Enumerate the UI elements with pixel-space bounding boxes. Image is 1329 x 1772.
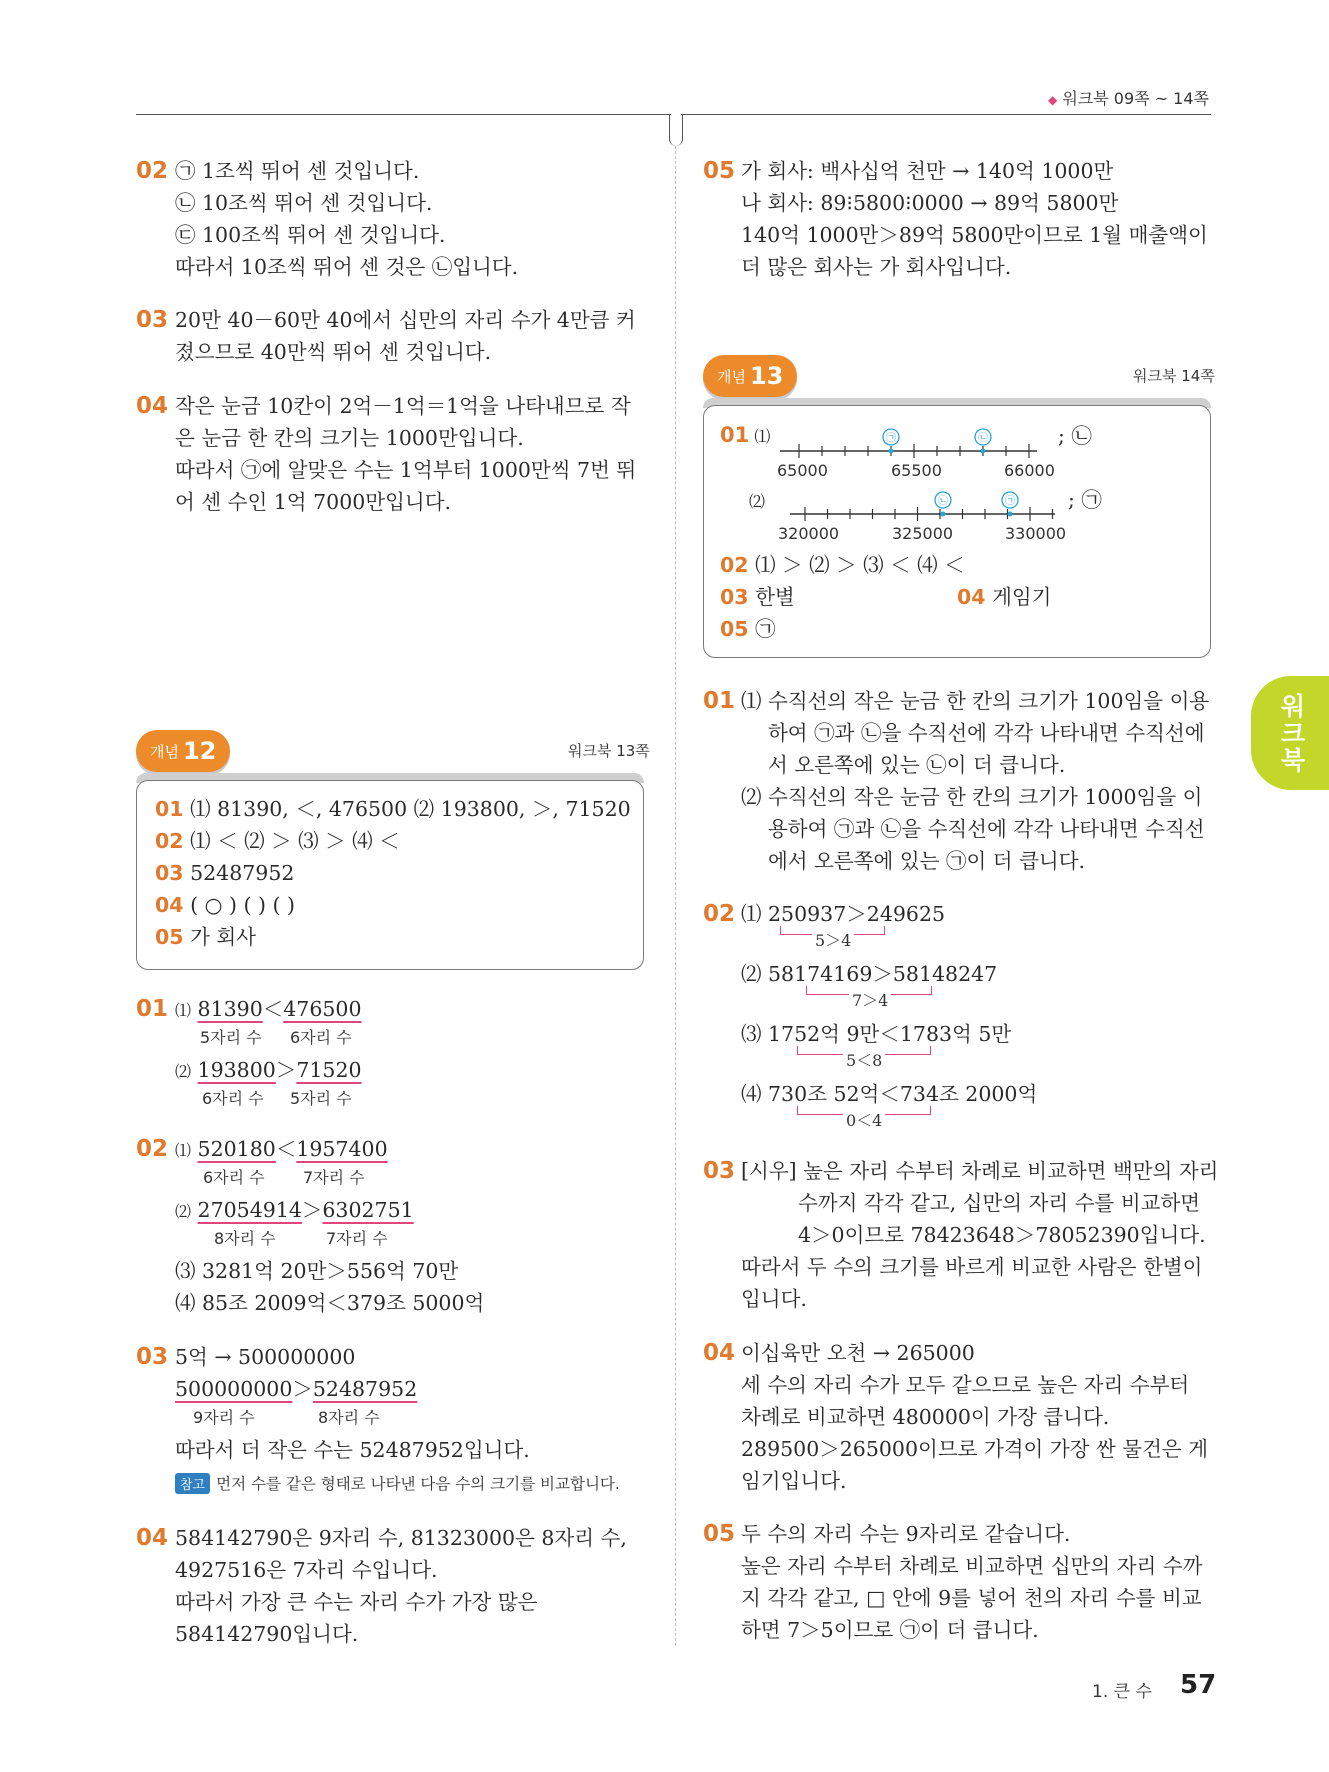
lb-q02-p1: ⑴ 520180＜1957400 <box>175 1137 388 1161</box>
rb-q03-line-3: 4＞0이므로 78423648＞78052390입니다. <box>798 1223 1206 1247</box>
c13-row-03: 03 한별 <box>720 585 795 609</box>
concept13-badge: 개념 13 <box>703 355 797 397</box>
lb-q01-p1-label-a: 5자리 수 <box>200 1028 262 1047</box>
lb-q03-number: 03 <box>136 1344 169 1370</box>
lb-q02-p4: ⑷ 85조 2009억＜379조 5000억 <box>175 1291 485 1315</box>
concept12-ref: 워크북 13쪽 <box>568 742 650 760</box>
rb-q03-number: 03 <box>703 1158 736 1184</box>
rt-q05-number: 05 <box>703 158 736 184</box>
q04-line-3: 따라서 ㉠에 알맞은 수는 1억부터 1000만씩 7번 뛰 <box>175 458 637 482</box>
rb-q03-line-1: [시우] 높은 자리 수부터 차례로 비교하면 백만의 자리 <box>741 1159 1219 1183</box>
c13-row-01-p2-tag: ⑵ <box>749 492 766 511</box>
lb-q04-number: 04 <box>136 1525 169 1551</box>
lb-q01-p2-label-b: 5자리 수 <box>290 1089 352 1108</box>
rb-q02-bracket-2-label: 7＞4 <box>849 988 891 1011</box>
rt-q05-line-2: 나 회사: 89⁝5800⁝0000 → 89억 5800만 <box>741 191 1119 215</box>
nl2-answer: ; ㉠ <box>1068 488 1102 512</box>
rb-q04-line-1: 이십육만 오천 → 265000 <box>741 1341 975 1365</box>
rb-q04-line-4: 289500＞265000이므로 가격이 가장 싼 물건은 게 <box>741 1437 1209 1461</box>
c12-row-04: 04 ( ○ ) ( ) ( ) <box>155 893 296 917</box>
column-divider <box>675 146 676 1646</box>
rb-q05-line-3: 지 각각 같고, □ 안에 9를 넣어 천의 자리 수를 비교 <box>741 1586 1202 1610</box>
number-line-1-marker-b-label: ㉡ <box>978 433 988 444</box>
rb-q04-line-2: 세 수의 자리 수가 모두 같으므로 높은 자리 수부터 <box>741 1373 1190 1397</box>
c12-row-01: 01 ⑴ 81390, ＜, 476500 ⑵ 193800, ＞, 71520 <box>155 797 631 821</box>
rb-q05-line-4: 하면 7＞5이므로 ㉠이 더 큽니다. <box>741 1618 1039 1642</box>
lb-q02-p1-label-a: 6자리 수 <box>203 1168 265 1187</box>
number-line-2-marker-a-label: ㉡ <box>938 496 948 507</box>
lb-q01-p2-label-a: 6자리 수 <box>202 1089 264 1108</box>
header-rule-left <box>136 114 671 115</box>
q02-line-4: 따라서 10조씩 뛰어 센 것은 ㉡입니다. <box>175 255 519 279</box>
rb-q05-number: 05 <box>703 1521 736 1547</box>
lb-q03-line-2: 500000000＞52487952 <box>175 1377 418 1401</box>
lb-q02-number: 02 <box>136 1136 169 1162</box>
nl1-answer: ; ㉡ <box>1058 424 1092 448</box>
rb-q04-line-3: 차례로 비교하면 480000이 가장 큽니다. <box>741 1405 1110 1429</box>
nl2-tick-label-2: 325000 <box>892 524 954 543</box>
lb-q02-p2-label-a: 8자리 수 <box>214 1229 276 1248</box>
diamond-icon: ◆ <box>1048 93 1058 107</box>
rb-q04-number: 04 <box>703 1340 736 1366</box>
rb-q01-line-1: ⑴ 수직선의 작은 눈금 한 칸의 크기가 100임을 이용 <box>741 689 1210 713</box>
lb-q02-p3: ⑶ 3281억 20만＞556억 70만 <box>175 1259 459 1283</box>
rb-q01-line-4: ⑵ 수직선의 작은 눈금 한 칸의 크기가 1000임을 이 <box>741 785 1203 809</box>
q02-number: 02 <box>136 158 169 184</box>
number-line-2-dot-a <box>941 512 946 517</box>
q02-line-1: ㉠ 1조씩 뛰어 센 것입니다. <box>175 159 420 183</box>
q03-line-2: 졌으므로 40만씩 뛰어 센 것입니다. <box>175 340 492 364</box>
rt-q05-line-1: 가 회사: 백사십억 천만 → 140억 1000만 <box>741 159 1114 183</box>
header-rule-right <box>681 114 1211 115</box>
lb-q03-line-1: 5억 → 500000000 <box>175 1345 356 1369</box>
number-line-1-dot-b <box>981 449 986 454</box>
rb-q05-line-2: 높은 자리 수부터 차례로 비교하면 십만의 자리 수까 <box>741 1554 1203 1578</box>
side-tab-workbook: 워 크 북 <box>1251 676 1329 790</box>
concept12-badge: 개념 12 <box>136 730 230 772</box>
rb-q02-p3: ⑶ 1752억 9만＜1783억 5만 <box>741 1022 1012 1046</box>
rb-q02-p4: ⑷ 730조 52억＜734조 2000억 <box>741 1082 1038 1106</box>
rt-q05-line-4: 더 많은 회사는 가 회사입니다. <box>741 255 1012 279</box>
q04-line-4: 어 센 수인 1억 7000만입니다. <box>175 490 452 514</box>
lb-q02-p2-label-b: 7자리 수 <box>326 1229 388 1248</box>
rb-q03-line-2: 수까지 각각 같고, 십만의 자리 수를 비교하면 <box>798 1191 1201 1215</box>
footer-page-number: 57 <box>1180 1670 1217 1700</box>
nl1-tick-label-2: 65500 <box>891 461 942 480</box>
rb-q02-bracket-3-label: 5＜8 <box>843 1048 885 1071</box>
c12-row-03: 03 52487952 <box>155 861 295 885</box>
lb-q04-line-3: 따라서 가장 큰 수는 자리 수가 가장 많은 <box>175 1590 538 1614</box>
rb-q03-line-5: 입니다. <box>741 1287 807 1311</box>
q03-line-1: 20만 40－60만 40에서 십만의 자리 수가 4만큼 커 <box>175 308 636 332</box>
number-line-2-marker-b-label: ㉠ <box>1005 496 1015 507</box>
rb-q01-line-2: 하여 ㉠과 ㉡을 수직선에 각각 나타내면 수직선에 <box>768 721 1205 745</box>
lb-q03-note: 참고 먼저 수를 같은 형태로 나타낸 다음 수의 크기를 비교합니다. <box>175 1472 620 1494</box>
lb-q04-line-2: 4927516은 7자리 수입니다. <box>175 1558 438 1582</box>
rb-q02-p2: ⑵ 58174169＞58148247 <box>741 962 998 986</box>
rb-q01-line-3: 서 오른쪽에 있는 ㉡이 더 큽니다. <box>768 753 1066 777</box>
lb-q02-p1-label-b: 7자리 수 <box>303 1168 365 1187</box>
c12-row-02: 02 ⑴ ＜ ⑵ ＞ ⑶ ＞ ⑷ ＜ <box>155 829 400 853</box>
c12-row-05: 05 가 회사 <box>155 925 256 949</box>
lb-q01-p2: ⑵ 193800＞71520 <box>175 1058 362 1082</box>
c13-row-04: 04 게임기 <box>957 585 1052 609</box>
nl2-tick-label-1: 320000 <box>778 524 840 543</box>
q03-number: 03 <box>136 307 169 333</box>
lb-q04-line-4: 584142790입니다. <box>175 1622 359 1646</box>
number-line-1-marker-a-label: ㉠ <box>886 433 896 444</box>
rb-q02-p1: ⑴ 250937＞249625 <box>741 902 946 926</box>
rb-q02-bracket-1-label: 5＞4 <box>812 928 854 951</box>
rb-q05-line-1: 두 수의 자리 수는 9자리로 같습니다. <box>741 1522 1071 1546</box>
note-tag: 참고 <box>175 1473 210 1494</box>
nl2-tick-label-3: 330000 <box>1005 524 1067 543</box>
lb-q01-p1-label-b: 6자리 수 <box>290 1028 352 1047</box>
q02-line-3: ㉢ 100조씩 뛰어 센 것입니다. <box>175 223 446 247</box>
rt-q05-line-3: 140억 1000만＞89억 5800만이므로 1월 매출액이 <box>741 223 1208 247</box>
lb-q01-number: 01 <box>136 996 169 1022</box>
rb-q02-number: 02 <box>703 901 736 927</box>
number-line-1-dot-a <box>889 449 894 454</box>
q04-number: 04 <box>136 393 169 419</box>
q02-line-2: ㉡ 10조씩 뛰어 센 것입니다. <box>175 191 433 215</box>
rb-q03-line-4: 따라서 두 수의 크기를 바르게 비교한 사람은 한별이 <box>741 1255 1203 1279</box>
lb-q01-p1: ⑴ 81390＜476500 <box>175 997 362 1021</box>
lb-q02-p2: ⑵ 27054914＞6302751 <box>175 1198 414 1222</box>
lb-q03-line-3: 따라서 더 작은 수는 52487952입니다. <box>175 1438 530 1462</box>
rb-q01-line-6: 에서 오른쪽에 있는 ㉠이 더 큽니다. <box>768 849 1086 873</box>
c13-row-01: 01 ⑴ <box>720 423 771 447</box>
c13-row-05: 05 ㉠ <box>720 617 776 641</box>
rb-q01-number: 01 <box>703 688 736 714</box>
nl1-tick-label-1: 65000 <box>777 461 828 480</box>
rb-q02-bracket-4-label: 0＜4 <box>843 1108 885 1131</box>
q04-line-1: 작은 눈금 10칸이 2억－1억＝1억을 나타내므로 작 <box>175 394 631 418</box>
nl1-tick-label-3: 66000 <box>1004 461 1055 480</box>
lb-q03-label-a: 9자리 수 <box>193 1408 255 1427</box>
footer-chapter: 1. 큰 수 <box>1092 1682 1152 1702</box>
page-header-ref: ◆ 워크북 09쪽 ~ 14쪽 <box>1048 89 1209 108</box>
number-line-2-dot-b <box>1008 512 1013 517</box>
q04-line-2: 은 눈금 한 칸의 크기는 1000만입니다. <box>175 426 524 450</box>
lb-q03-label-b: 8자리 수 <box>318 1408 380 1427</box>
c13-row-02: 02 ⑴ ＞ ⑵ ＞ ⑶ ＜ ⑷ ＜ <box>720 553 965 577</box>
rb-q04-line-5: 임기입니다. <box>741 1469 847 1493</box>
concept13-ref: 워크북 14쪽 <box>1133 367 1215 385</box>
header-notch <box>669 114 683 146</box>
lb-q04-line-1: 584142790은 9자리 수, 81323000은 8자리 수, <box>175 1526 627 1550</box>
rb-q01-line-5: 용하여 ㉠과 ㉡을 수직선에 각각 나타내면 수직선 <box>768 817 1205 841</box>
